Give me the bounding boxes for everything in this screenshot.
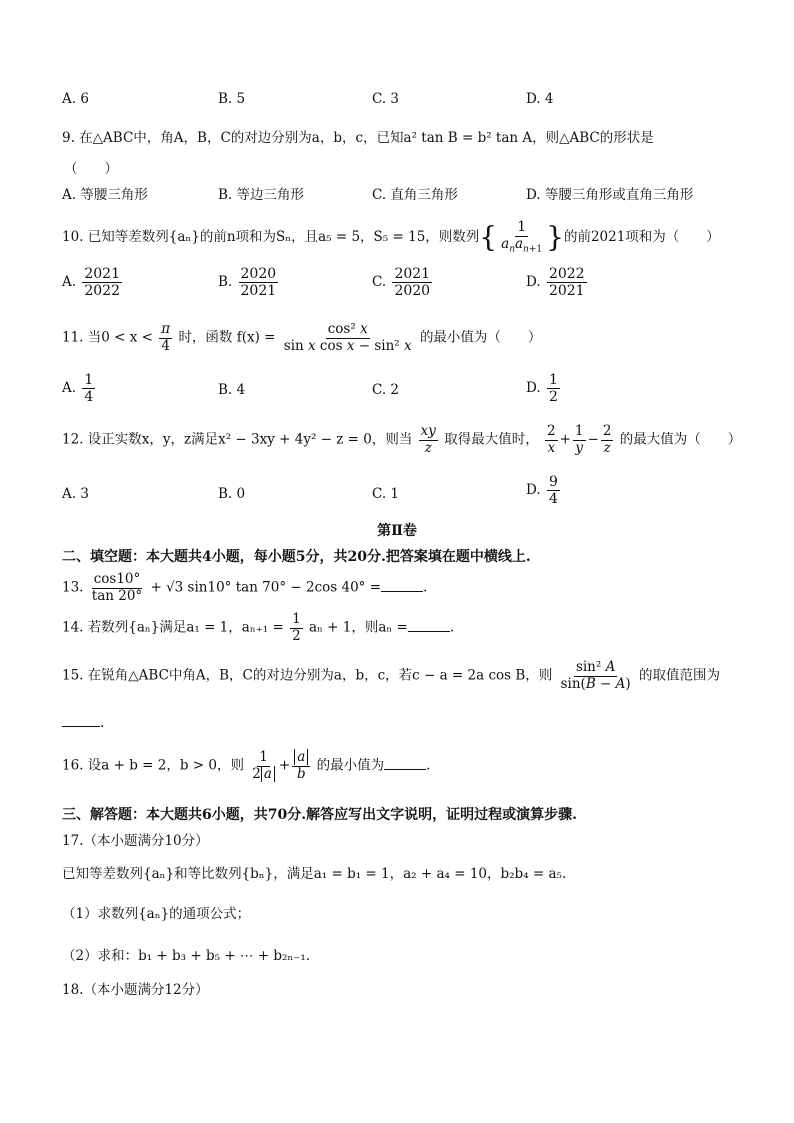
q12-option-a: A. 3 — [62, 486, 89, 502]
q9-paren: （ ） — [64, 161, 118, 177]
q17-part1: （1）求数列{aₙ}的通项公式； — [62, 906, 251, 922]
brace-left: { — [479, 220, 498, 254]
q12-option-c: C. 1 — [372, 486, 400, 502]
q10-option-d: D. $\frac{2022}{2021}$ — [526, 266, 585, 300]
q9-option-d: D. 等腰三角形或直角三角形 — [526, 187, 694, 203]
q11-option-b: B. 4 — [218, 382, 246, 398]
part2-title: 第Ⅱ卷 — [377, 523, 417, 539]
q14: 14. 若数列{aₙ}满足a₁ = 1，aₙ₊₁ = $\frac{1}{2}$ aₙ + 1，则aₙ = . — [62, 611, 455, 644]
brace-right: } — [546, 220, 564, 254]
q8-option-a: A. 6 — [62, 91, 89, 107]
section2-heading: 二、填空题：本大题共4小题，每小题5分，共20分.把答案填在题中横线上. — [62, 549, 531, 565]
q9-option-c: C. 直角三角形 — [372, 187, 458, 203]
q11-option-a: A. $\frac{1}{4}$ — [62, 372, 94, 406]
q8-option-c: C. 3 — [372, 91, 400, 107]
q10-option-a: A. $\frac{2021}{2022}$ — [62, 266, 120, 300]
q10-option-b: B. $\frac{2020}{2021}$ — [218, 266, 277, 300]
q15-blank-line: . — [62, 714, 104, 731]
q10-option-c: C. $\frac{2021}{2020}$ — [372, 266, 431, 300]
section3-heading: 三、解答题：本大题共6小题，共70分.解答应写出文字说明，证明过程或演算步骤. — [62, 807, 577, 823]
q18-title: 18.（本小题满分12分） — [62, 982, 209, 998]
q17-title: 17.（本小题满分10分） — [62, 833, 209, 849]
q11-stem: 11. 当0 < x < $\frac{\pi}{4}$ 时，函数 f(x) = $\frac{\text{cos² x}}{\text{sin x cos x − sin² x}}$ 的最小值为（ ） — [62, 321, 542, 354]
q11-option-d: D. $\frac{1}{2}$ — [526, 372, 558, 406]
q14-answer-blank[interactable] — [408, 619, 450, 632]
q10-stem-pre: 10. 已知等差数列{aₙ}的前n项和为Sₙ，且a₅ = 5，S₅ = 15，则数列 — [62, 228, 480, 245]
q17-stem: 已知等差数列{aₙ}和等比数列{bₙ}，满足a₁ = b₁ = 1，a₂ + a₄ = 10，b₂b₄ = a₅. — [62, 866, 567, 882]
q11-option-c: C. 2 — [372, 382, 400, 398]
q13-answer-blank[interactable] — [381, 579, 423, 592]
q16-answer-blank[interactable] — [384, 757, 426, 770]
q12-option-b: B. 0 — [218, 486, 246, 502]
q12-option-d: D. $\frac{9}{4}$ — [526, 474, 558, 508]
q9-stem: 9. 在△ABC中，角A，B，C的对边分别为a，b，c，已知a² tan B = b² tan A，则△ABC的形状是 — [62, 130, 654, 146]
q10-sequence-fraction: $\frac{1}{a_na_{n+1}}$ — [501, 219, 543, 255]
q9-option-b: B. 等边三角形 — [218, 187, 305, 203]
q15-answer-blank[interactable] — [62, 714, 100, 727]
q8-option-b: B. 5 — [218, 91, 246, 107]
q17-part2: （2）求和：b₁ + b₃ + b₅ + ⋯ + b₂ₙ₋₁. — [62, 948, 311, 964]
q8-option-d: D. 4 — [526, 91, 554, 107]
q10-stem — [62, 220, 720, 255]
q9-option-a: A. 等腰三角形 — [62, 187, 148, 203]
q13: 13. $\frac{\cos 10^\circ}{\tan 20^\circ}$ + √3 sin10° tan 70° − 2cos 40° = . — [62, 571, 428, 604]
q15-stem: 15. 在锐角△ABC中角A，B，C的对边分别为a，b，c，若c − a = 2a cos B，则 $\frac{\text{sin² A}}{\sin(B - A)}$ 的取值范围为 — [62, 659, 720, 692]
q12-stem: 12. 设正实数x，y，z满足x² − 3xy + 4y² − z = 0，则当 $\frac{xy}{z}$ 取得最大值时， $\frac{2}{x}$ + $\frac{1}{y}$ − $\frac{2}{z}$ 的最大值为（ ） — [62, 423, 742, 456]
q10-stem-post: 的前2021项和为（ ） — [563, 228, 720, 245]
q16: 16. 设a + b = 2，b > 0，则 $\frac{1}{2 a}$ + $\frac{a}{b}$ 的最小值为 . — [62, 749, 431, 782]
